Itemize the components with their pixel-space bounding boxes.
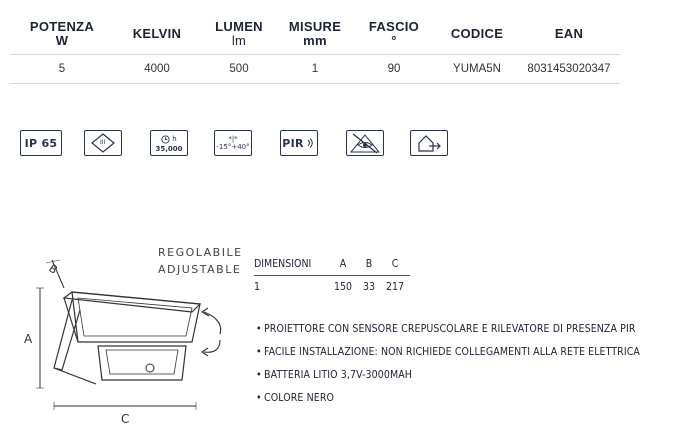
- list-item: • BATTERIA LITIO 3,7V-3000MAH: [256, 369, 413, 381]
- pir-label: PIR: [282, 136, 304, 150]
- header-ean: EAN: [554, 26, 584, 41]
- cell-ean: 8031453020347: [527, 63, 611, 75]
- adjustable-label-en: ADJUSTABLE: [158, 263, 242, 276]
- label-b: B: [46, 261, 60, 277]
- dim-header-a: A: [339, 258, 347, 270]
- temperature-range-icon: [214, 130, 252, 156]
- cell-misure: 1: [311, 63, 319, 75]
- dim-cell-c: 217: [385, 281, 405, 293]
- spec-table-header: [10, 14, 620, 55]
- header-codice: CODICE: [450, 26, 504, 41]
- table-row: [254, 276, 410, 298]
- dim-cell-name: 1: [254, 281, 261, 293]
- cell-codice: YUMA5N: [453, 63, 501, 75]
- lifespan-hours: 35,000: [155, 144, 183, 153]
- dimensions-table: [254, 253, 410, 298]
- table-row: [10, 55, 620, 84]
- header-kelvin: KELVIN: [132, 26, 182, 41]
- label-c: C: [121, 412, 130, 426]
- cell-potenza: 5: [58, 63, 66, 75]
- ip65-label: IP 65: [24, 136, 58, 150]
- cell-kelvin: 4000: [144, 63, 170, 75]
- class-iii-label: III: [100, 139, 106, 146]
- header-lumen: LUMEN lm: [215, 19, 263, 48]
- temperature-symbol: *|*: [228, 135, 238, 143]
- dimensions-header: [254, 253, 410, 276]
- dim-header-c: C: [391, 258, 399, 270]
- product-drawing: [14, 258, 244, 428]
- lifespan-clock-icon: [150, 130, 188, 156]
- lifespan-unit: h: [172, 135, 177, 143]
- label-a: A: [24, 332, 33, 346]
- ip65-icon: [20, 130, 62, 156]
- adjustable-label-it: REGOLABILE: [158, 246, 243, 259]
- feature-list: [256, 322, 640, 414]
- header-misure: MISURE mm: [288, 19, 342, 48]
- sensor-waves-icon: [306, 137, 316, 149]
- pir-sensor-icon: [280, 130, 318, 156]
- list-item: • COLORE NERO: [256, 392, 335, 404]
- cell-fascio: 90: [387, 63, 401, 75]
- list-item: • PROIETTORE CON SENSORE CREPUSCOLARE E RILEVATORE DI PRESENZA PIR: [256, 323, 636, 335]
- temperature-range: -15°+40°: [216, 143, 250, 151]
- outdoor-house-icon: [410, 130, 448, 156]
- header-potenza: POTENZA W: [29, 19, 95, 48]
- dim-header-name: DIMENSIONI: [254, 258, 312, 270]
- class-iii-icon: [84, 130, 122, 156]
- list-item: • FACILE INSTALLAZIONE: NON RICHIEDE COLLEGAMENTI ALLA RETE ELETTRICA: [256, 346, 640, 358]
- dim-header-b: B: [365, 258, 373, 270]
- dim-cell-a: 150: [333, 281, 353, 293]
- cell-lumen: 500: [229, 63, 249, 75]
- dim-cell-b: 33: [362, 281, 376, 293]
- no-eye-contact-icon: [346, 130, 384, 156]
- spec-table: [10, 14, 620, 84]
- header-fascio: FASCIO °: [368, 19, 420, 48]
